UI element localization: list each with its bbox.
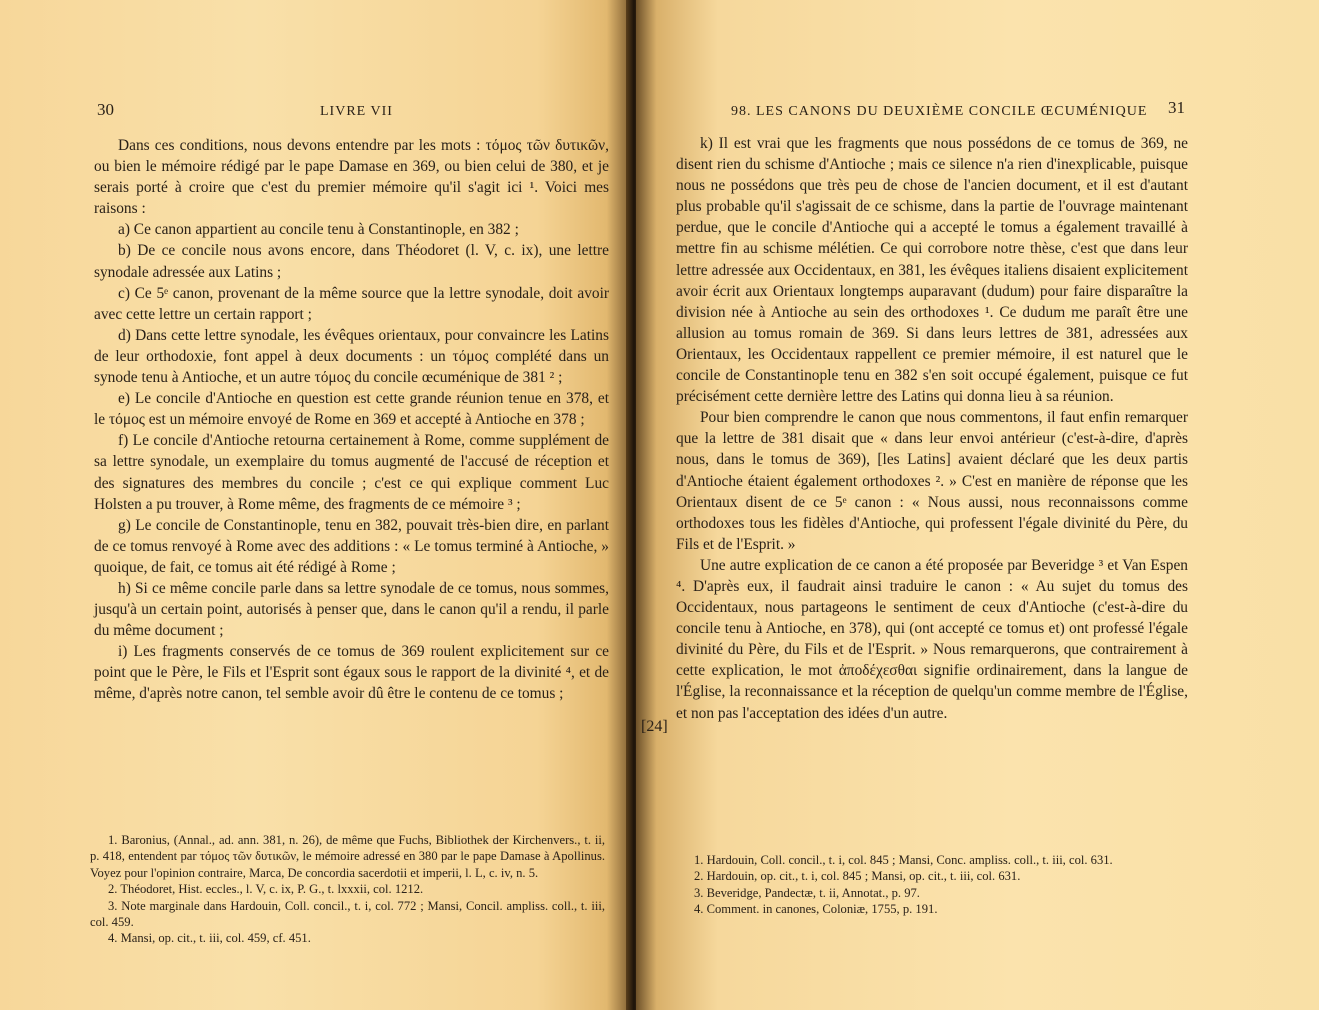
right-footnotes — [676, 852, 1188, 918]
paragraph: Pour bien comprendre le canon que nous commentons, il faut enfin remarquer que la lettre de 381 disait que « dans leur envoi antérieur (c'est-à-dire, d'après nous, dans le tomus de 369), [les Latins] avaient déclaré que les deux partis d'Antioche étaient également orthodoxes ². » C'est en manière de réponse que les Orientaux disent de ce 5ᵉ canon : « Nous aussi, nous reconnaissons comme orthodoxes tous les fidèles d'Antioche, qui professent l'égale divinité du Père, du Fils et de l'Esprit. » — [676, 409, 1188, 553]
left-body-text — [94, 135, 609, 705]
footnote: 2. Hardouin, op. cit., t. i, col. 845 ; Mansi, op. cit., t. iii, col. 631. — [694, 869, 1021, 884]
footnote: 4. Mansi, op. cit., t. iii, col. 459, cf. 451. — [108, 931, 311, 946]
footnote: 3. Beveridge, Pandectæ, t. ii, Annotat., p. 97. — [694, 885, 920, 900]
footnote: 2. Théodoret, Hist. eccles., l. V, c. ix, P. G., t. lxxxii, col. 1212. — [108, 882, 424, 897]
left-footnotes — [90, 832, 605, 947]
right-running-head: 98. LES CANONS DU DEUXIÈME CONCILE ŒCUMÉNIQUE — [731, 104, 1148, 119]
paragraph: b) De ce concile nous avons encore, dans Théodoret (l. V, c. ix), une lettre synodale adressée aux Latins ; — [94, 242, 609, 281]
paragraph: f) Le concile d'Antioche retourna certainement à Rome, comme supplément de sa lettre synodale, un exemplaire du tomus augmenté de l'accusé de réception et des signatures des membres du concile ; c'est ce qui explique comment Luc Holsten a pu trouver, à Rome même, des fragments de ce mémoire ³ ; — [94, 432, 609, 513]
paragraph: Une autre explication de ce canon a été proposée par Beveridge ³ et Van Espen ⁴. D'après eux, il faudrait ainsi traduire le canon : « Au sujet du tomus des Occidentaux, nous partageons le sentiment de ceux d'Antioche (c'est-à-dire du concile tenu à Antioche, en 378), qui (ont accepté ce tomus et) ont professé l'égale divinité du Père, du Fils et de l'Esprit. » Nous remarquerons, que contrairement à cette explication, le mot ἀποδέχεσθαι signifie ordinairement, dans la langue de l'Église, la reconnaissance et la réception de quelqu'un comme membre de l'Église, et non pas l'acceptation des idées d'un autre. — [676, 556, 1188, 722]
paragraph: d) Dans cette lettre synodale, les évêques orientaux, pour convaincre les Latins de leur orthodoxie, font appel à deux documents : un τόμος complété dans un synode tenu à Antioche, et un autre τόμος du concile œcuménique de 381 ² ; — [94, 326, 609, 387]
paragraph: Dans ces conditions, nous devons entendre par les mots : τόμος τῶν δυτικῶν, ou bien le mémoire rédigé par le pape Damase en 369, ou bien celui de 380, et je serais porté à croire que c'est du premier mémoire qu'il s'agit ici ¹. Voici mes raisons : — [94, 137, 609, 218]
right-page-number: 31 — [1168, 98, 1185, 117]
paragraph: h) Si ce même concile parle dans sa lettre synodale de ce tomus, nous sommes, jusqu'à un certain point, autorisés à penser que, dans le canon qu'il a rendu, il parle du même document ; — [94, 579, 609, 640]
left-running-head: LIVRE VII — [320, 104, 393, 119]
footnote: 4. Comment. in canones, Coloniæ, 1755, p. 191. — [694, 902, 938, 917]
footnote: 3. Note marginale dans Hardouin, Coll. concil., t. i, col. 772 ; Mansi, Concil. ampliss. coll., t. iii, col. 459. — [90, 898, 605, 930]
paragraph: e) Le concile d'Antioche en question est cette grande réunion tenue en 378, et le τόμος est un mémoire envoyé de Rome en 369 et accepté à Antioche en 378 ; — [94, 390, 609, 429]
paragraph: a) Ce canon appartient au concile tenu à Constantinople, en 382 ; — [118, 221, 519, 239]
right-page — [636, 0, 1319, 1010]
left-page-number: 30 — [97, 100, 114, 119]
right-body-text — [676, 133, 1188, 724]
paragraph: c) Ce 5ᵉ canon, provenant de la même source que la lettre synodale, doit avoir avec cette lettre un certain rapport ; — [94, 284, 609, 323]
left-page — [0, 0, 632, 1010]
paragraph: i) Les fragments conservés de ce tomus de 369 roulent explicitement sur ce point que le Père, le Fils et l'Esprit sont égaux sous le rapport de la divinité ⁴, et de même, d'après notre canon, tel semble avoir dû être le contenu de ce tomus ; — [94, 643, 609, 703]
footnote: 1. Baronius, (Annal., ad. ann. 381, n. 26), de même que Fuchs, Bibliothek der Kirchenvers., t. ii, p. 418, entendent par τόμος τῶν δυτικῶν, le mémoire adressé en 380 par le pape Damase à Apollinus. Voyez pour l'opinion contraire, Marca, De concordia sacerdotii et imperii, l. L, c. iv, n. 5. — [90, 833, 605, 880]
paragraph: k) Il est vrai que les fragments que nous possédons de ce tomus de 369, ne disent rien du schisme d'Antioche ; mais ce silence n'a rien d'inexplicable, puisque nous ne possédons que très peu de chose de l'ancien document, et il est d'autant plus probable qu'il s'agissait de ce schisme, dans la partie de l'ouvrage maintenant perdue, que le concile d'Antioche qui a accepté le tomus a également travaillé à mettre fin au schisme mélétien. Ce qui corrobore notre thèse, c'est que dans leur lettre adressée aux Occidentaux, en 381, les évêques italiens disaient explicitement avoir écrit aux Orientaux longtemps auparavant (dudum) pour faire disparaître la division née à Antioche au sein des orthodoxes ¹. Ce dudum me paraît être une allusion au tomus romain de 369. Si dans leurs lettres de 381, adressées aux Orientaux, les Occidentaux rappellent ce premier mémoire, il est naturel que le concile de Constantinople tenu en 382 s'en soit occupé également, puisque ce fut précisément cette dernière lettre des Latins qui donna lieu à sa réunion. — [676, 135, 1188, 406]
paragraph: g) Le concile de Constantinople, tenu en 382, pouvait très-bien dire, en parlant de ce tomus renvoyé à Rome avec des additions : « Le tomus terminé à Antioche, » quoique, de fait, ce tomus ait été rédigé à Rome ; — [94, 516, 609, 576]
footnote: 1. Hardouin, Coll. concil., t. i, col. 845 ; Mansi, Conc. ampliss. coll., t. iii, col. 631. — [694, 853, 1113, 867]
margin-marker: [24] — [641, 718, 668, 735]
